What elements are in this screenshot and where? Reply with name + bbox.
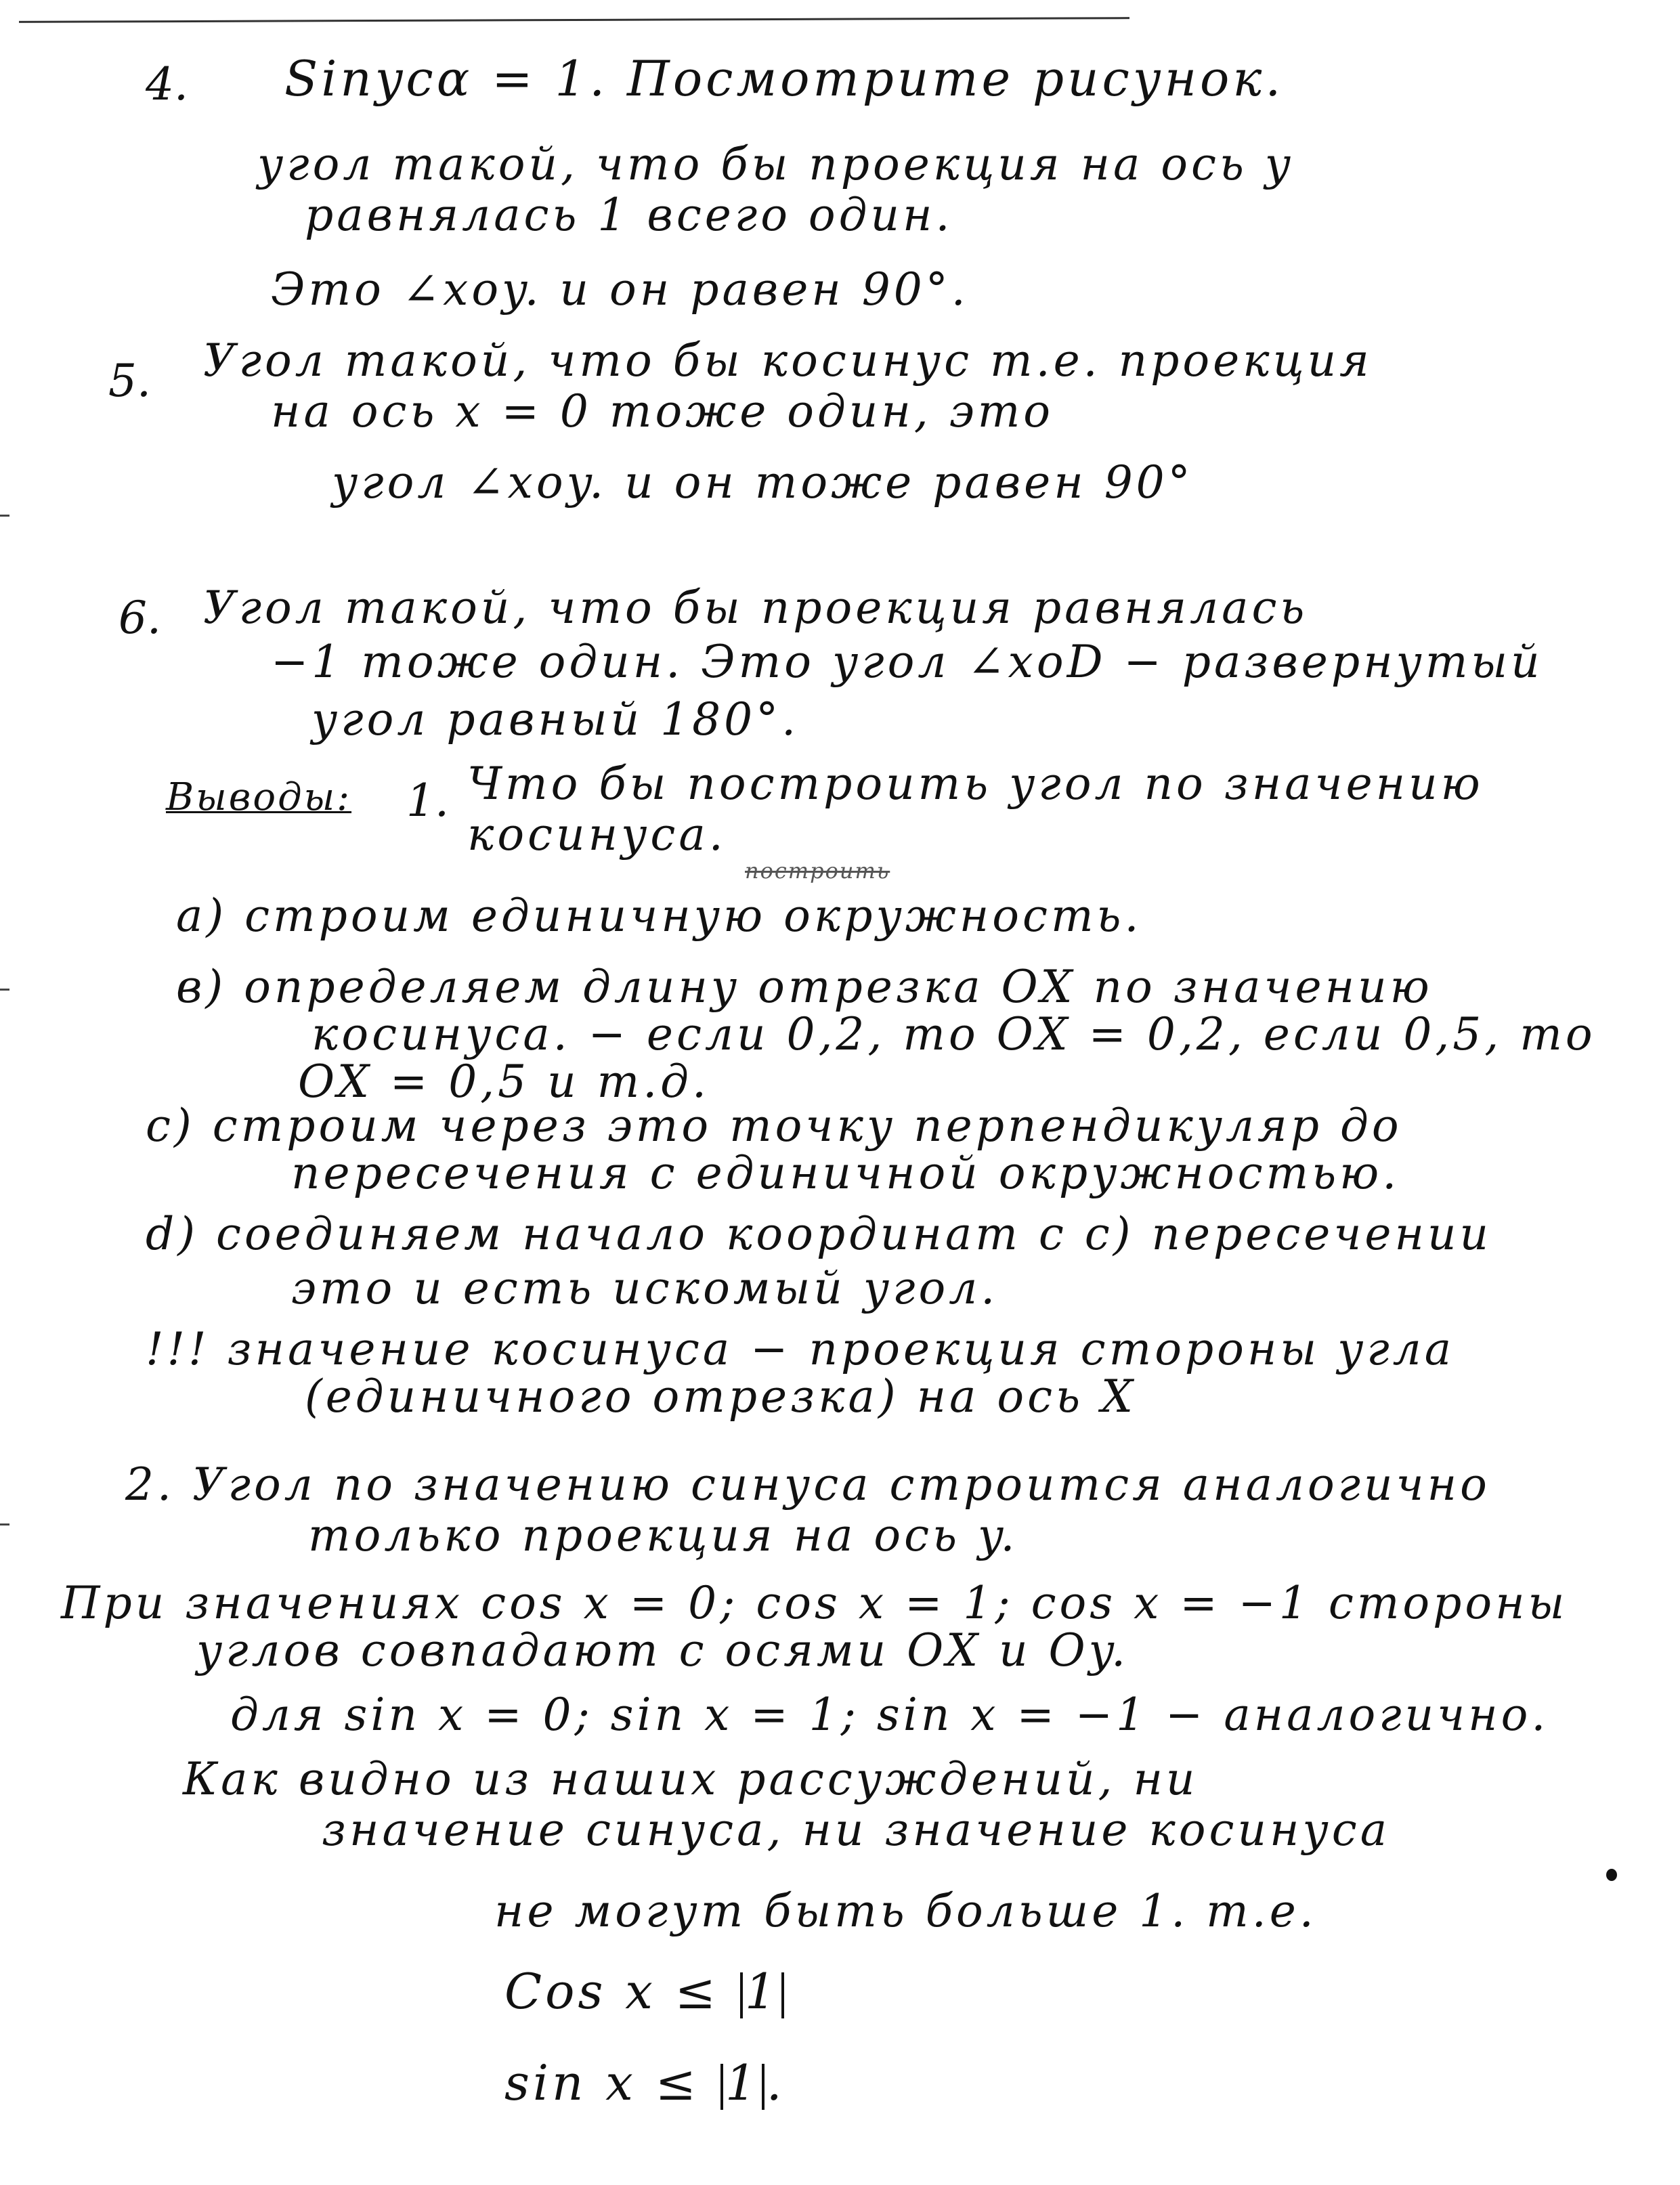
inequality-cos [504, 1963, 786, 2020]
margin-tick [0, 515, 9, 517]
conclusion-step-b-line-3: OX = 0,5 и т.д. [298, 1056, 710, 1108]
conclusion-2-line-2: только проекция на ось y. [308, 1509, 1018, 1561]
conclusion-1-line-2: косинуса. [467, 808, 727, 861]
conclusion-1-struck-word: построить [745, 858, 890, 884]
conclusion-note-line-1: !!! значение косинуса − проекция стороны угла [146, 1323, 1455, 1375]
summary-line-4: Как видно из наших рассуждений, ни [183, 1753, 1199, 1805]
summary-line-6: не могут быть больше 1. т.е. [494, 1885, 1317, 1937]
inequality-sin-left: sin x ≤ [504, 2054, 718, 2111]
margin-tick [0, 1523, 9, 1526]
section-6-line-1: Угол такой, что бы проекция равнялась [203, 582, 1308, 634]
inequality-sin [504, 2054, 785, 2111]
inequality-cos-value: 1 [744, 1963, 779, 2020]
section-4-line-3: равнялась 1 всего один. [305, 189, 953, 241]
section-4-number: 4. [146, 58, 188, 110]
section-4-line-4: Это ∠xoy. и он равен 90°. [271, 263, 969, 316]
conclusion-2-line-1: 2. Угол по значению синуса строится аналогично [125, 1458, 1490, 1511]
conclusion-1-number: 1. [406, 775, 449, 827]
summary-line-1: При значениях cos x = 0; cos x = 1; cos x = −1 стороны [61, 1577, 1568, 1629]
conclusion-step-b-line-1: в) определяем длину отрезка OX по значению [176, 961, 1433, 1013]
section-5-line-2: на ось x = 0 тоже один, это [271, 385, 1054, 437]
section-4-line-1: Sinycα = 1. Посмотрите рисунок. [284, 50, 1285, 107]
abs-bar-left [740, 1972, 743, 2018]
summary-line-2: углов совпадают с осями OX и Oy. [196, 1624, 1129, 1676]
inequality-cos-left: Cos x ≤ [504, 1963, 738, 2020]
section-4-line-2: угол такой, что бы проекция на ось y [257, 138, 1294, 190]
conclusion-step-d-line-1: d) соединяем начало координат с с) пересечении [146, 1208, 1492, 1260]
section-5-number: 5. [108, 355, 151, 407]
section-5-line-3: угол ∠xoy. и он тоже равен 90° [332, 456, 1194, 509]
section-6-line-3: угол равный 180°. [311, 693, 800, 745]
summary-line-5: значение синуса, ни значение косинуса [322, 1804, 1391, 1856]
conclusion-step-a: а) строим единичную окружность. [176, 890, 1142, 942]
section-6-number: 6. [119, 592, 161, 644]
conclusion-step-c-line-1: с) строим через это точку перпендикуляр до [146, 1100, 1402, 1152]
abs-bar-right [781, 1972, 784, 2018]
conclusion-step-c-line-2: пересечения с единичной окружностью. [291, 1147, 1400, 1199]
conclusion-step-d-line-2: это и есть искомый угол. [291, 1262, 999, 1314]
conclusion-step-b-line-2: косинуса. − если 0,2, то OX = 0,2, если 0,5, то [311, 1008, 1596, 1060]
abs-bar-right [762, 2064, 764, 2110]
conclusion-1-line-1: Что бы построить угол по значению [467, 758, 1484, 810]
abs-bar-left [720, 2064, 723, 2110]
inequality-sin-end: . [766, 2054, 785, 2111]
conclusions-label: Выводы: [166, 775, 352, 819]
margin-tick [0, 989, 9, 991]
inequality-sin-value: 1 [725, 2054, 760, 2111]
section-6-line-2: −1 тоже один. Это угол ∠xoD − развернутый [271, 636, 1543, 688]
ink-dot [1606, 1869, 1617, 1881]
summary-line-3: для sin x = 0; sin x = 1; sin x = −1 − аналогично. [230, 1689, 1549, 1741]
conclusion-note-line-2: (единичного отрезка) на ось X [305, 1370, 1136, 1423]
section-5-line-1: Угол такой, что бы косинус т.е. проекция [203, 334, 1373, 387]
top-edge-rule [19, 17, 1129, 23]
